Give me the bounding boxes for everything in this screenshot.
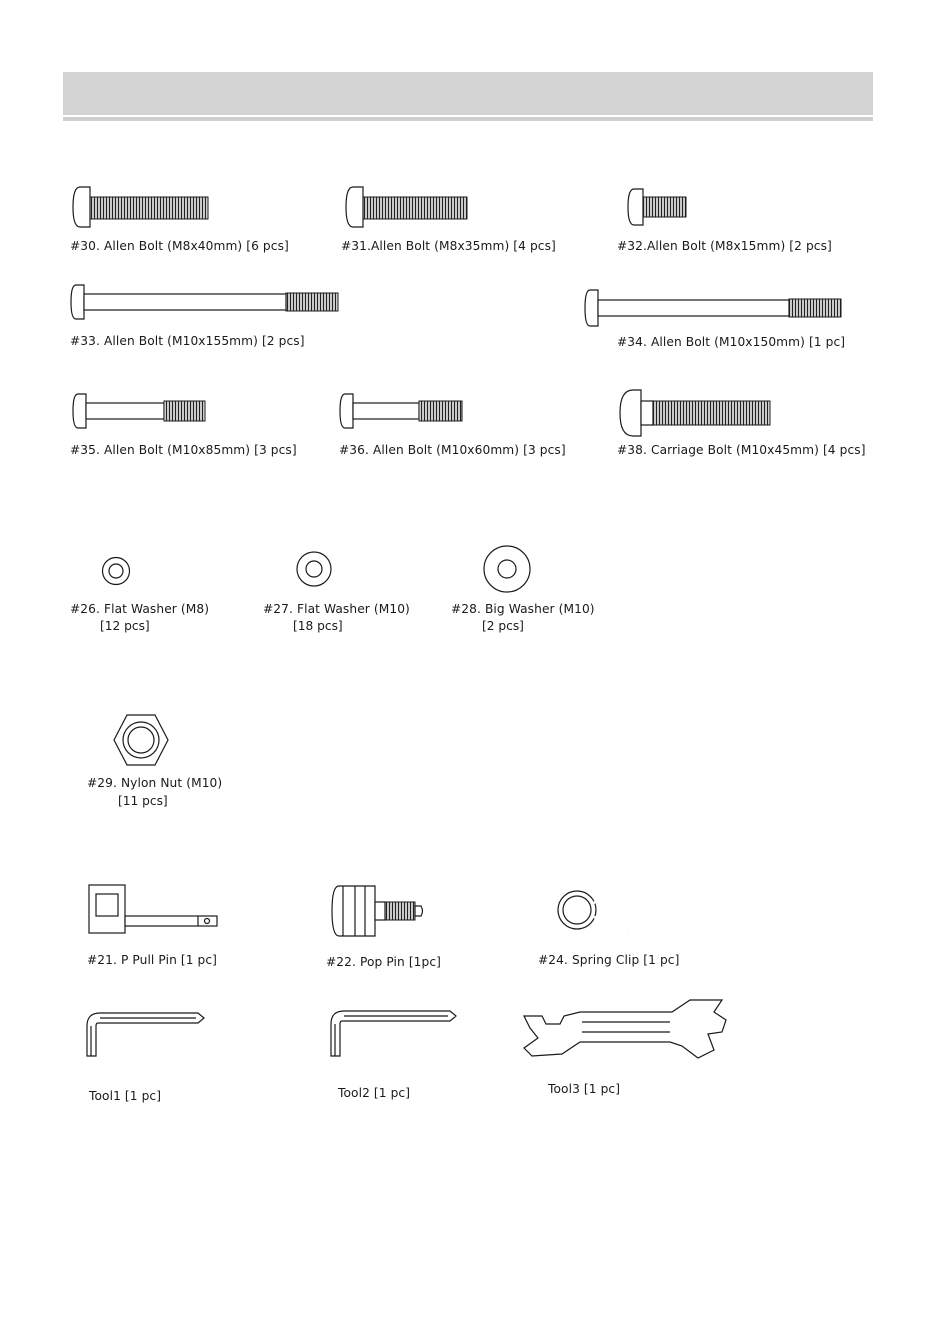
flat-washer-icon <box>101 556 131 586</box>
part-label: #31.Allen Bolt (M8x35mm) [4 pcs] <box>341 239 556 253</box>
part-label: #35. Allen Bolt (M10x85mm) [3 pcs] <box>70 443 297 457</box>
big-washer-icon <box>482 544 532 594</box>
allen-key-icon <box>330 1008 464 1058</box>
allen-bolt-icon <box>72 393 210 429</box>
part-label: #28. Big Washer (M10) <box>451 602 595 616</box>
part-label: #30. Allen Bolt (M8x40mm) [6 pcs] <box>70 239 289 253</box>
allen-bolt-icon <box>339 393 467 429</box>
flat-washer-icon <box>295 550 333 588</box>
part-label: Tool1 [1 pc] <box>89 1089 162 1103</box>
part-quantity: [18 pcs] <box>293 619 343 633</box>
part-quantity: [2 pcs] <box>482 619 524 633</box>
nylon-nut-icon <box>113 714 169 766</box>
long-allen-bolt-icon <box>70 284 342 320</box>
part-label: #27. Flat Washer (M10) <box>263 602 410 616</box>
part-label: #29. Nylon Nut (M10) <box>87 776 223 790</box>
wrench-icon <box>522 994 728 1062</box>
part-quantity: [12 pcs] <box>100 619 150 633</box>
carriage-bolt-icon <box>619 388 775 438</box>
long-allen-bolt-icon <box>584 289 846 327</box>
part-label: #38. Carriage Bolt (M10x45mm) [4 pcs] <box>617 443 866 457</box>
allen-bolt-icon <box>345 185 475 229</box>
part-label: #24. Spring Clip [1 pc] <box>538 953 680 967</box>
allen-bolt-icon <box>627 187 691 227</box>
part-label: Tool3 [1 pc] <box>548 1082 621 1096</box>
allen-key-icon <box>86 1010 212 1058</box>
header-bar <box>63 72 873 115</box>
part-label: #32.Allen Bolt (M8x15mm) [2 pcs] <box>617 239 832 253</box>
part-label: #33. Allen Bolt (M10x155mm) [2 pcs] <box>70 334 305 348</box>
part-quantity: [11 pcs] <box>118 794 168 808</box>
part-label: #22. Pop Pin [1pc] <box>326 955 442 969</box>
pop-pin-icon <box>331 882 427 940</box>
part-label: #21. P Pull Pin [1 pc] <box>87 953 218 967</box>
part-label: #36. Allen Bolt (M10x60mm) [3 pcs] <box>339 443 566 457</box>
part-label: #26. Flat Washer (M8) <box>70 602 210 616</box>
header-rule <box>63 117 873 121</box>
part-label: #34. Allen Bolt (M10x150mm) [1 pc] <box>617 335 846 349</box>
pull-pin-icon <box>88 884 222 934</box>
allen-bolt-icon <box>72 185 212 229</box>
spring-clip-icon <box>556 880 634 938</box>
part-label: Tool2 [1 pc] <box>338 1086 411 1100</box>
